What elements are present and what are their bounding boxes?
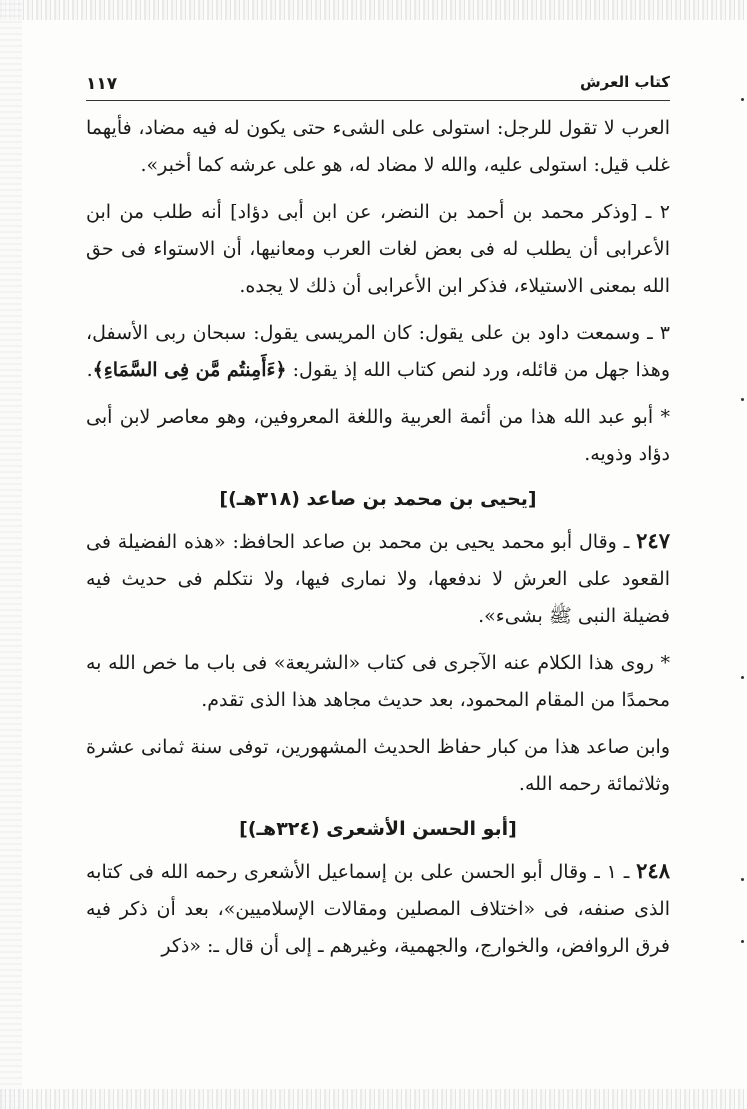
commentary-note: * أبو عبد الله هذا من أئمة العربية واللغة المعروفين، وهو معاصر لابن أبى دؤاد وذويه. (86, 406, 670, 465)
commentary-note: * روى هذا الكلام عنه الآجرى فى كتاب «الشريعة» فى باب ما خص الله به محمدًا من المقام المحمود، بعد حديث مجاهد هذا الذى تقدم. (86, 652, 670, 711)
paragraph-text: ـ وقال أبو محمد يحيى بن محمد بن صاعد الحافظ: «هذه الفضيلة فى القعود على العرش لا ندفعها، ولا نمارى فيها، ولا نتكلم فى حديث فيه فضيلة النبى ﷺ بشىء». (86, 531, 670, 627)
biography-note: وابن صاعد هذا من كبار حفاظ الحديث المشهورين، توفى سنة ثمانى عشرة وثلاثمائة رحمه الله. (86, 736, 670, 795)
paragraph-text: ٣ ـ وسمعت داود بن على يقول: كان المريسى يقول: سبحان ربى الأسفل، وهذا جهل من قائله، ورد لنص كتاب الله إذ يقول: (86, 322, 670, 381)
section-heading: [يحيى بن محمد بن صاعد (٣١٨هـ)] (219, 488, 537, 510)
paragraph-item-3 (86, 315, 670, 389)
entry-number: ٢٤٨ (636, 858, 670, 883)
paragraph-end: . (86, 359, 93, 381)
page-body (86, 110, 670, 965)
margin-mark (741, 940, 744, 943)
running-title: كتاب العرش (579, 73, 670, 91)
paragraph-248 (86, 852, 670, 965)
scan-edge-left (0, 0, 22, 1109)
paragraph-247 (86, 522, 670, 635)
margin-mark (741, 98, 744, 101)
quran-verse: ﴿ءَأَمِنتُم مَّن فِى السَّمَاءِ﴾ (92, 359, 287, 381)
paragraph-text: ـ ١ ـ وقال أبو الحسن على بن إسماعيل الأشعرى رحمه الله فى كتابه الذى صنفه، فى «اختلاف المصلين ومقالات الإسلاميين»، بعد أن ذكر فيه فرق الروافض، والخوارج، والجهمية، وغيرهم ـ إلى أن قال ـ: «ذكر (86, 861, 670, 957)
margin-mark (741, 398, 744, 401)
paragraph-item-2: ٢ ـ [وذكر محمد بن أحمد بن النضر، عن ابن أبى دؤاد] أنه طلب من ابن الأعرابى أن يطلب له فى بعض لغات العرب ومعانيها، أن الاستواء فى حق الله بمعنى الاستيلاء، فذكر ابن الأعرابى أن ذلك لا يجده. (86, 201, 670, 297)
margin-mark (741, 676, 744, 679)
entry-number: ٢٤٧ (636, 528, 670, 553)
paragraph-continuation: العرب لا تقول للرجل: استولى على الشىء حتى يكون له فيه مضاد، فأيهما غلب قيل: استولى عليه، والله لا مضاد له، هو على عرشه كما أخبر». (86, 117, 670, 176)
margin-mark (741, 878, 744, 881)
page-number: ١١٧ (86, 74, 118, 94)
page-header (86, 70, 670, 101)
scan-edge-top (0, 0, 747, 20)
scan-edge-bottom (0, 1089, 747, 1109)
section-heading: [أبو الحسن الأشعرى (٣٢٤هـ)] (239, 818, 517, 840)
